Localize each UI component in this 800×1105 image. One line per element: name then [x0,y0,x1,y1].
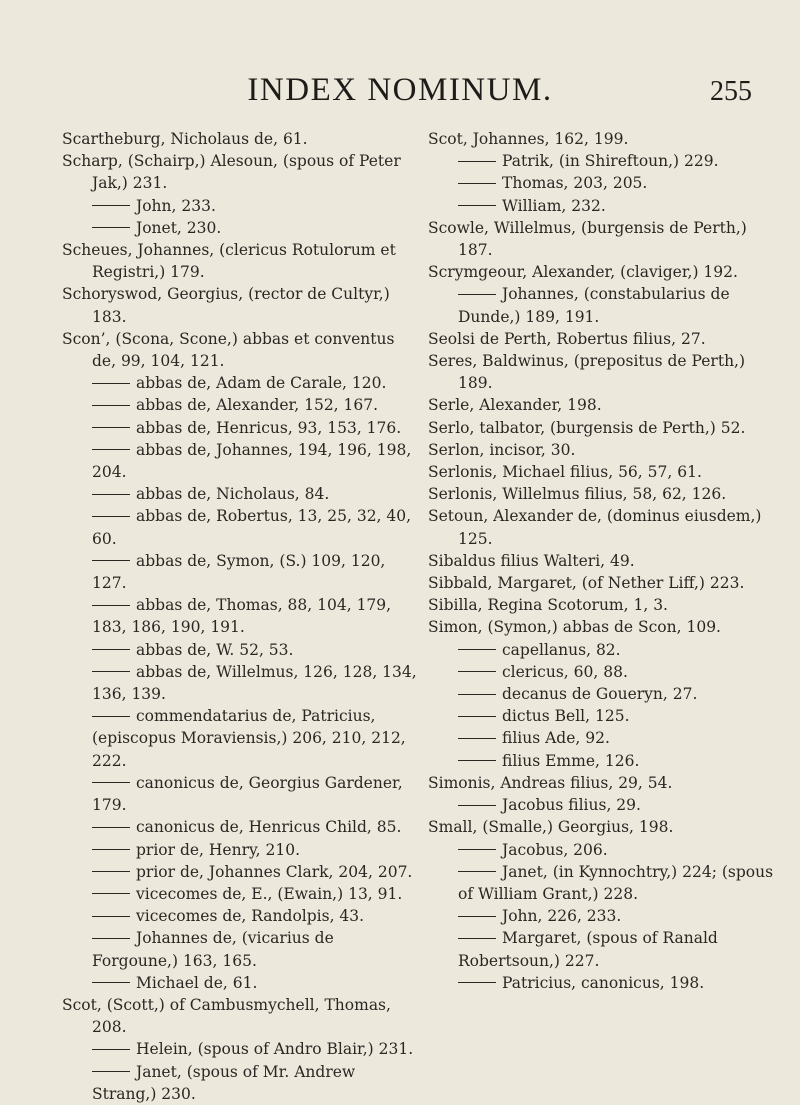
index-entry [428,550,783,572]
index-entry [428,616,783,638]
index-entry [62,128,422,150]
index-entry [62,239,422,283]
entry-text: Scot, Johannes, 162, 199. [428,130,629,148]
ditto-dash [458,849,496,850]
entry-text: Helein, (spous of Andro Blair,) 231. [136,1040,414,1059]
index-subentry [62,1061,422,1105]
index-subentry [62,483,422,505]
ditto-dash [458,738,496,739]
index-subentry [428,750,783,772]
index-entry [428,483,783,505]
index-subentry [428,972,783,994]
index-entry [428,394,783,416]
index-subentry [62,839,422,861]
index-subentry [428,283,783,327]
index-subentry [62,550,422,594]
index-entry [428,572,783,594]
ditto-dash [92,449,130,450]
ditto-dash [92,893,130,894]
entry-text: Seres, Baldwinus, (prepositus de Perth,) 189. [428,352,746,393]
entry-text: Margaret, (spous of Ranald Robertsoun,) 227. [458,929,718,970]
page-header [0,72,800,112]
entry-text: Johannes de, (vicarius de Forgoune,) 163, 165. [92,929,334,970]
entry-text: Patricius, canonicus, 198. [502,973,705,992]
entry-text: Scowle, Willelmus, (burgensis de Perth,) 187. [428,218,747,260]
index-subentry [428,727,783,749]
entry-text: Simonis, Andreas filius, 29, 54. [428,773,673,792]
index-entry [428,350,783,394]
entry-text: Sibaldus filius Walteri, 49. [428,551,635,570]
entry-text: Serle, Alexander, 198. [428,396,602,415]
index-subentry [62,705,422,772]
index-subentry [62,372,422,394]
entry-text: Scot, (Scott,) of Cambusmychell, Thomas, 208. [62,995,391,1037]
index-column-left [62,128,422,1105]
entry-text: Michael de, 61. [136,973,258,992]
index-entry [62,994,422,1038]
index-subentry [428,661,783,683]
index-entry [428,128,783,150]
entry-text: Thomas, 203, 205. [502,174,648,193]
entry-text: abbas de, Robertus, 13, 25, 32, 40, 60. [92,507,412,548]
ditto-dash [92,405,130,406]
entry-text: Seolsi de Perth, Robertus filius, 27. [428,329,706,348]
running-title: INDEX NOMINUM. [247,72,553,108]
index-entry [428,594,783,616]
entry-text: vicecomes de, Randolpis, 43. [136,907,365,926]
ditto-dash [458,916,496,917]
ditto-dash [92,227,130,228]
index-subentry [428,927,783,971]
ditto-dash [458,871,496,872]
entry-text: Schoryswod, Georgius, (rector de Cultyr,) 183. [62,285,390,326]
index-subentry [428,639,783,661]
entry-text: Scon’, (Scona, Scone,) abbas et conventus de, 99, 104, 121. [62,329,395,371]
index-entry [428,772,783,794]
index-subentry [62,394,422,416]
ditto-dash [92,871,130,872]
entry-text: abbas de, Alexander, 152, 167. [136,396,379,415]
page-number: 255 [710,76,752,107]
index-entry [62,328,422,372]
entry-text: decanus de Goueryn, 27. [502,685,698,704]
index-subentry [62,861,422,883]
index-entry [428,417,783,439]
index-entry [428,816,783,838]
ditto-dash [458,161,496,162]
index-subentry [62,1038,422,1060]
ditto-dash [92,716,130,717]
entry-text: Sibbald, Margaret, (of Nether Liff,) 223. [428,574,745,593]
index-entry [428,439,783,461]
ditto-dash [92,560,130,561]
entry-text: Serlonis, Michael filius, 56, 57, 61. [428,463,702,482]
ditto-dash [92,938,130,939]
ditto-dash [92,494,130,495]
entry-text: Scartheburg, Nicholaus de, 61. [62,130,308,148]
index-subentry [62,217,422,239]
index-entry [428,461,783,483]
entry-text: abbas de, Adam de Carale, 120. [136,374,387,393]
index-subentry [428,150,783,172]
entry-text: canonicus de, Georgius Gardener, 179. [92,773,403,815]
entry-text: Setoun, Alexander de, (dominus eiusdem,) 125. [428,507,762,548]
ditto-dash [92,427,130,428]
ditto-dash [458,294,496,295]
entry-text: filius Emme, 126. [502,751,640,770]
ditto-dash [458,805,496,806]
index-subentry [428,794,783,816]
index-entry [428,328,783,350]
index-subentry [62,439,422,483]
index-subentry [428,861,783,905]
ditto-dash [92,383,130,384]
ditto-dash [92,849,130,850]
ditto-dash [92,982,130,983]
index-entry [428,505,783,549]
ditto-dash [458,760,496,761]
ditto-dash [92,782,130,783]
index-entry [428,217,783,261]
entry-text: Jacobus, 206. [502,840,608,859]
ditto-dash [92,916,130,917]
ditto-dash [92,1071,130,1072]
index-subentry [62,505,422,549]
entry-text: Simon, (Symon,) abbas de Scon, 109. [428,618,721,637]
index-subentry [62,195,422,217]
index-entry [62,150,422,194]
entry-text: Scheues, Johannes, (clericus Rotulorum et Registri,) 179. [62,241,396,282]
index-subentry [428,705,783,727]
entry-text: Serlonis, Willelmus filius, 58, 62, 126. [428,485,727,504]
entry-text: Small, (Smalle,) Georgius, 198. [428,818,674,837]
entry-text: dictus Bell, 125. [502,707,630,726]
entry-text: abbas de, Nicholaus, 84. [136,485,330,504]
entry-text: William, 232. [502,196,606,215]
index-subentry [62,905,422,927]
ditto-dash [458,938,496,939]
entry-text: abbas de, Thomas, 88, 104, 179, 183, 186, 190, 191. [92,596,392,637]
index-column-right [428,128,783,994]
index-subentry [428,195,783,217]
index-entry [428,261,783,283]
index-subentry [62,972,422,994]
index-subentry [62,639,422,661]
ditto-dash [92,671,130,672]
index-subentry [428,905,783,927]
entry-text: Jonet, 230. [136,218,222,237]
entry-text: Serlo, talbator, (burgensis de Perth,) 52. [428,418,746,437]
ditto-dash [458,694,496,695]
index-subentry [428,839,783,861]
ditto-dash [92,649,130,650]
entry-text: Scharp, (Schairp,) Alesoun, (spous of Peter Jak,) 231. [62,152,401,193]
entry-text: John, 233. [136,196,216,215]
ditto-dash [458,649,496,650]
entry-text: prior de, Henry, 210. [136,840,301,859]
ditto-dash [92,516,130,517]
entry-text: Janet, (in Kynnochtry,) 224; (spous of William Grant,) 228. [458,862,774,903]
ditto-dash [458,205,496,206]
entry-text: commendatarius de, Patricius, (episcopus Moraviensis,) 206, 210, 212, 222. [92,707,406,770]
index-subentry [428,683,783,705]
entry-text: Jacobus filius, 29. [502,796,641,815]
index-subentry [62,772,422,816]
entry-text: Serlon, incisor, 30. [428,440,576,459]
index-subentry [62,417,422,439]
index-subentry [62,816,422,838]
ditto-dash [92,827,130,828]
entry-text: Scrymgeour, Alexander, (claviger,) 192. [428,263,738,282]
entry-text: clericus, 60, 88. [502,662,628,681]
entry-text: Johannes, (constabularius de Dunde,) 189, 191. [458,285,730,326]
entry-text: John, 226, 233. [502,907,622,926]
entry-text: abbas de, Henricus, 93, 153, 176. [136,418,402,437]
entry-text: filius Ade, 92. [502,729,610,748]
entry-text: abbas de, Johannes, 194, 196, 198, 204. [92,440,412,482]
entry-text: abbas de, W. 52, 53. [136,640,294,659]
ditto-dash [92,1049,130,1050]
index-entry [62,283,422,327]
entry-text: capellanus, 82. [502,640,621,659]
index-subentry [62,883,422,905]
entry-text: canonicus de, Henricus Child, 85. [136,818,402,837]
ditto-dash [458,982,496,983]
entry-text: abbas de, Symon, (S.) 109, 120, 127. [92,551,386,593]
entry-text: Patrik, (in Shireftoun,) 229. [502,152,719,171]
entry-text: vicecomes de, E., (Ewain,) 13, 91. [136,884,403,903]
entry-text: Janet, (spous of Mr. Andrew Strang,) 230. [92,1062,356,1103]
entry-text: prior de, Johannes Clark, 204, 207. [136,862,413,881]
ditto-dash [458,716,496,717]
index-subentry [62,661,422,705]
ditto-dash [458,183,496,184]
ditto-dash [92,205,130,206]
ditto-dash [92,605,130,606]
index-subentry [428,172,783,194]
entry-text: Sibilla, Regina Scotorum, 1, 3. [428,596,668,615]
index-subentry [62,594,422,638]
entry-text: abbas de, Willelmus, 126, 128, 134, 136, 139. [92,662,417,704]
index-subentry [62,927,422,971]
ditto-dash [458,671,496,672]
